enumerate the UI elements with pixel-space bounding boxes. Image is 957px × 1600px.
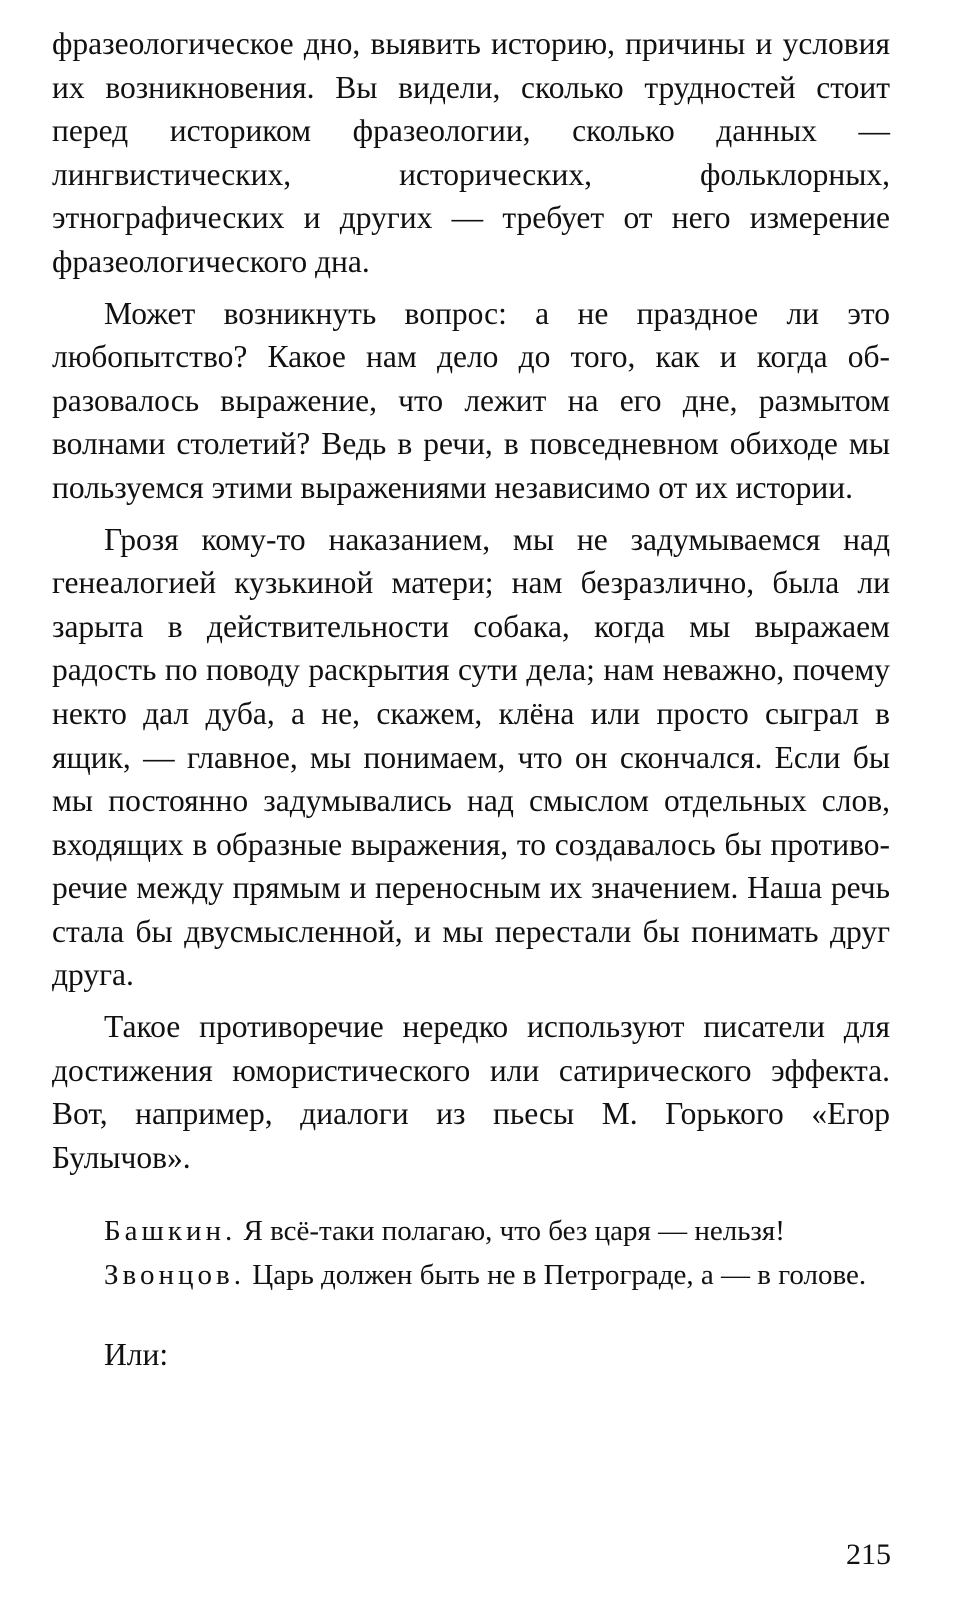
page-number: 215	[846, 1538, 891, 1571]
paragraph-1: фразеологическое дно, выявить историю, причины и условия их возникновения. Вы видели, сколько трудностей стоит перед историком фразеологии, сколько данных — лингвистических, исторических, фольклорных, этнографических и других — требует от него измерение фразеологического дна.	[52, 26, 890, 279]
dialog-text: Я всё-таки полагаю, что без царя — нельзя!	[243, 1215, 785, 1248]
play-dialog	[52, 1209, 890, 1297]
paragraph-4: Такое противоречие нередко используют писатели для достижения юмористического или сатирического эффекта. Вот, например, диалоги из пьесы М. Горького «Егор Булычов».	[52, 1009, 890, 1175]
paragraph-2: Может возникнуть вопрос: а не праздное ли это любопытство? Какое нам дело до того, как и когда образовалось выражение, что лежит на его дне, размытом волнами столетий? Ведь в речи, в повседневном обиходе мы пользуемся этими выражениями независимо от их истории.	[52, 295, 890, 505]
dialog-line-1	[52, 1209, 890, 1253]
page-content	[52, 22, 890, 1385]
dialog-text: Царь должен быть не в Петрограде, а — в голове.	[252, 1259, 867, 1292]
speaker-name: Башкин.	[104, 1215, 237, 1248]
paragraph-3: Грозя кому-то наказанием, мы не задумываемся над генеалогией кузькиной матери; нам безразлично, была ли зарыта в действительности собака, когда мы выражаем радость по поводу раскрытия сути дела; нам неважно, почему некто дал дуба, а не, скажем, клёна или просто сыграл в ящик, — главное, мы понимаем, что он скончался. Если бы мы постоянно задумывались над смыслом отдельных слов, входящих в образные выражения, то создавалось бы противоречие между прямым и переносным их значением. Наша речь стала бы двусмысленной, и мы перестали бы понимать друг друга.	[52, 521, 890, 993]
closing-line: Или:	[104, 1337, 169, 1373]
speaker-name: Звонцов.	[104, 1259, 246, 1292]
dialog-line-2	[52, 1253, 890, 1297]
